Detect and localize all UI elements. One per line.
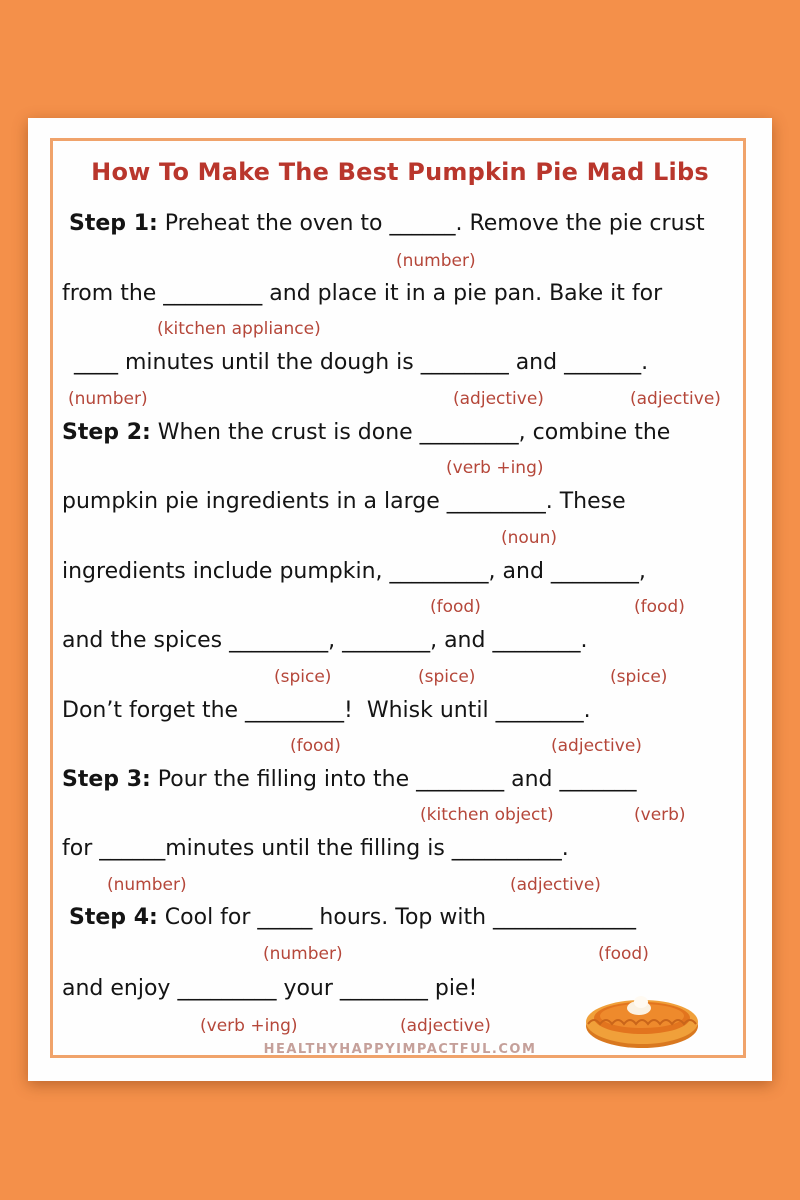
blank-hint: (number) <box>68 389 148 409</box>
blank-hint: (number) <box>396 251 476 271</box>
step-3-line-1 <box>62 767 637 792</box>
blank-hint: (kitchen appliance) <box>157 319 321 339</box>
step-label: Step 3: <box>62 767 151 792</box>
blank-hint: (adjective) <box>400 1016 491 1036</box>
blank-hint: (food) <box>290 736 341 756</box>
blank-hint: (number) <box>107 875 187 895</box>
blank-hint: (food) <box>598 944 649 964</box>
line-text: pumpkin pie ingredients in a large _________. These <box>62 489 626 514</box>
blank-hint: (number) <box>263 944 343 964</box>
blank-hint: (adjective) <box>453 389 544 409</box>
step-2-line-1 <box>62 420 670 445</box>
line-text: and enjoy _________ your ________ pie! <box>62 976 478 1001</box>
blank-hint: (food) <box>430 597 481 617</box>
site-watermark: HEALTHYHAPPYIMPACTFUL.COM <box>263 1042 537 1057</box>
line-text: for ______minutes until the filling is __________. <box>62 836 569 861</box>
blank-hint: (verb +ing) <box>446 458 544 478</box>
blank-hint: (noun) <box>501 528 557 548</box>
blank-hint: (verb) <box>634 805 686 825</box>
step-3-line-2 <box>62 836 569 861</box>
line-text: Pour the filling into the ________ and _______ <box>150 767 637 792</box>
blank-hint: (spice) <box>418 667 476 687</box>
line-text: Don’t forget the _________! Whisk until ________. <box>62 698 591 723</box>
step-1-line-1 <box>69 211 705 236</box>
blank-hint: (spice) <box>274 667 332 687</box>
blank-hint: (food) <box>634 597 685 617</box>
page-title: How To Make The Best Pumpkin Pie Mad Libs <box>91 158 709 186</box>
line-text: and the spices _________, ________, and ________. <box>62 628 588 653</box>
step-2-line-4 <box>62 628 587 653</box>
step-label: Step 4: <box>69 905 158 930</box>
blank-hint: (adjective) <box>630 389 721 409</box>
blank-hint: (spice) <box>610 667 668 687</box>
blank-hint: (kitchen object) <box>420 805 554 825</box>
line-text: When the crust is done _________, combine the <box>150 420 671 445</box>
line-text: from the _________ and place it in a pie pan. Bake it for <box>62 281 663 306</box>
blank-hint: (adjective) <box>551 736 642 756</box>
blank-hint: (adjective) <box>510 875 601 895</box>
step-1-line-2 <box>62 281 662 306</box>
step-4-line-1 <box>69 905 636 930</box>
line-text: ingredients include pumpkin, _________, and ________, <box>62 559 646 584</box>
line-text: ____ minutes until the dough is ________ and _______. <box>74 350 649 375</box>
blank-hint: (verb +ing) <box>200 1016 298 1036</box>
line-text: Cool for _____ hours. Top with _____________ <box>157 905 637 930</box>
line-text: Preheat the oven to ______. Remove the pie crust <box>157 211 705 236</box>
step-label: Step 2: <box>62 420 151 445</box>
step-2-line-2 <box>62 489 626 514</box>
pumpkin-pie-icon <box>584 986 700 1052</box>
step-2-line-5 <box>62 698 591 723</box>
step-4-line-2 <box>62 976 477 1001</box>
step-1-line-3 <box>74 350 648 375</box>
step-label: Step 1: <box>69 211 158 236</box>
step-2-line-3 <box>62 559 646 584</box>
